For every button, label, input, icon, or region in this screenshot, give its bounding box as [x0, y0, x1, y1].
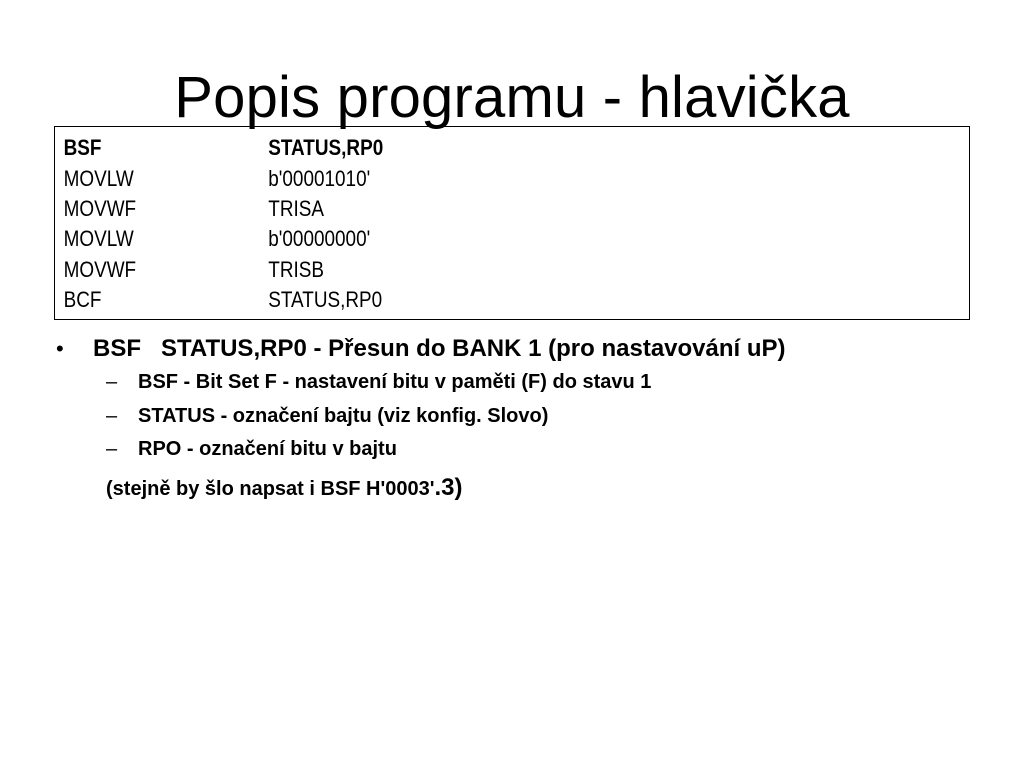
code-operand: b'00001010': [268, 166, 371, 191]
bullet-dot: •: [56, 336, 64, 361]
code-operand: TRISA: [268, 196, 325, 221]
note-tail: .3): [434, 474, 463, 501]
code-row: [55, 224, 841, 254]
code-instruction: MOVLW: [63, 226, 134, 251]
code-instruction: BSF: [63, 135, 102, 160]
code-operand: STATUS,RP0: [268, 287, 383, 312]
code-row: [55, 164, 841, 194]
code-row: [55, 133, 841, 163]
code-row: [55, 285, 841, 315]
bullet-main-text: BSF STATUS,RP0 - Přesun do BANK 1 (pro nastavování uP): [93, 335, 786, 362]
code-operand: TRISB: [268, 257, 325, 282]
code-instruction: BCF: [63, 287, 102, 312]
code-operand: b'00000000': [268, 226, 371, 251]
code-row: [55, 194, 841, 224]
sub-bullet-dash: –: [106, 438, 118, 460]
sub-bullet-text: STATUS - označení bajtu (viz konfig. Slovo): [138, 405, 549, 427]
note-main: (stejně by šlo napsat i BSF H'0003': [106, 478, 435, 500]
sub-bullet-text: BSF - Bit Set F - nastavení bitu v paměti (F) do stavu 1: [138, 371, 652, 393]
code-row: [55, 255, 841, 285]
sub-bullet-dash: –: [106, 371, 118, 393]
sub-bullet-text: RPO - označení bitu v bajtu: [138, 438, 397, 460]
code-instruction: MOVWF: [63, 257, 137, 282]
code-instruction: MOVLW: [63, 166, 134, 191]
note-text: [106, 473, 463, 504]
code-instruction: MOVWF: [63, 196, 137, 221]
code-operand: STATUS,RP0: [268, 135, 384, 160]
slide-title: Popis programu - hlavička: [174, 65, 850, 130]
code-listing-box: [54, 126, 970, 320]
sub-bullet-dash: –: [106, 405, 118, 427]
